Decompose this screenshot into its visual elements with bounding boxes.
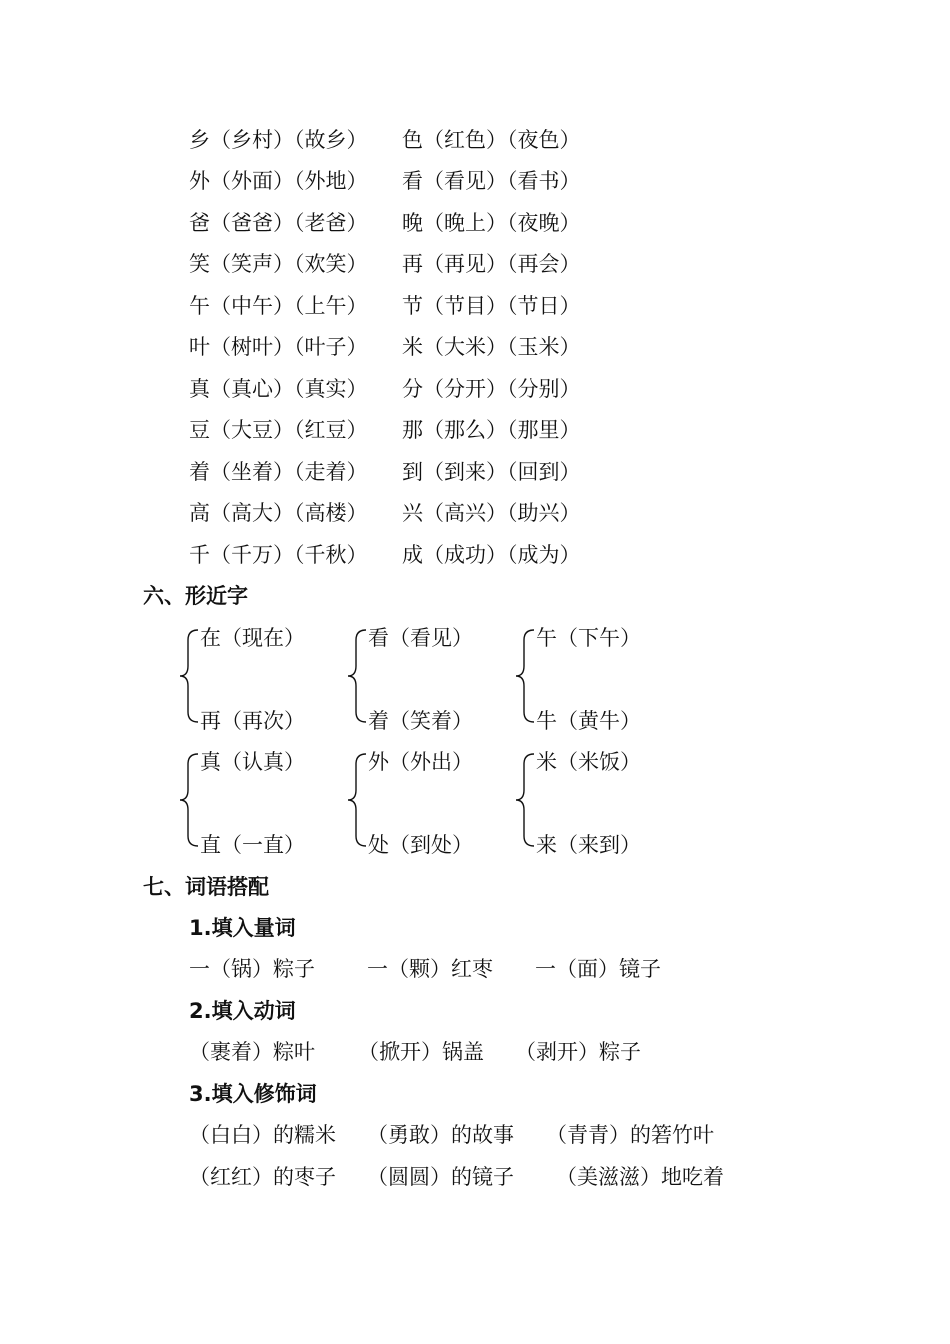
phrase-item: （美滋滋）地吃着 [556,1165,724,1189]
word-item: 兴（高兴）（助兴） [402,501,581,525]
word-item: 着（坐着）（走着） [189,460,368,484]
word-item: 到（到来）（回到） [402,460,581,484]
word-item: 分（分开）（分别） [402,377,581,401]
similar-char-bottom: 来（来到） [536,833,641,857]
brace-icon [346,752,368,848]
phrase-item: （掀开）锅盖 [358,1040,484,1064]
word-item: 爸（爸爸）（老爸） [189,211,368,235]
phrase-item: （青青）的箬竹叶 [546,1123,714,1147]
word-item: 叶（树叶）（叶子） [189,335,368,359]
word-item: 外（外面）（外地） [189,169,368,193]
subsection-title: 2.填入动词 [189,999,296,1023]
word-item: 午（中午）（上午） [189,294,368,318]
similar-char-bottom: 处（到处） [368,833,473,857]
phrase-item: （白白）的糯米 [189,1123,336,1147]
subsection-title: 3.填入修饰词 [189,1082,317,1106]
word-item: 再（再见）（再会） [402,252,581,276]
word-item: 米（大米）（玉米） [402,335,581,359]
phrase-item: 一（颗）红枣 [367,957,493,981]
word-item: 乡（乡村）（故乡） [189,128,368,152]
word-item: 看（看见）（看书） [402,169,581,193]
similar-char-top: 外（外出） [368,750,473,774]
phrase-item: （红红）的枣子 [189,1165,336,1189]
word-item: 真（真心）（真实） [189,377,368,401]
word-item: 豆（大豆）（红豆） [189,418,368,442]
similar-char-bottom: 牛（黄牛） [536,709,641,733]
brace-icon [514,628,536,724]
word-item: 色（红色）（夜色） [402,128,581,152]
similar-char-top: 米（米饭） [536,750,641,774]
word-item: 高（高大）（高楼） [189,501,368,525]
similar-char-bottom: 直（一直） [200,833,305,857]
similar-char-top: 真（认真） [200,750,305,774]
phrase-item: （剥开）粽子 [515,1040,641,1064]
brace-icon [514,752,536,848]
similar-char-top: 在（现在） [200,626,305,650]
subsection-title: 1.填入量词 [189,916,296,940]
word-item: 笑（笑声）（欢笑） [189,252,368,276]
brace-icon [346,628,368,724]
brace-icon [178,752,200,848]
similar-char-top: 午（下午） [536,626,641,650]
brace-icon [178,628,200,724]
phrase-item: 一（面）镜子 [535,957,661,981]
section-six-title: 六、形近字 [143,584,248,608]
similar-char-bottom: 再（再次） [200,709,305,733]
phrase-item: （圆圆）的镜子 [367,1165,514,1189]
word-item: 那（那么）（那里） [402,418,581,442]
phrase-item: （裹着）粽叶 [189,1040,315,1064]
phrase-item: （勇敢）的故事 [367,1123,514,1147]
word-item: 千（千万）（千秋） [189,543,368,567]
similar-char-bottom: 着（笑着） [368,709,473,733]
word-item: 节（节目）（节日） [402,294,581,318]
phrase-item: 一（锅）粽子 [189,957,315,981]
similar-char-top: 看（看见） [368,626,473,650]
word-item: 晚（晚上）（夜晚） [402,211,581,235]
section-seven-title: 七、词语搭配 [143,875,269,899]
word-item: 成（成功）（成为） [402,543,581,567]
